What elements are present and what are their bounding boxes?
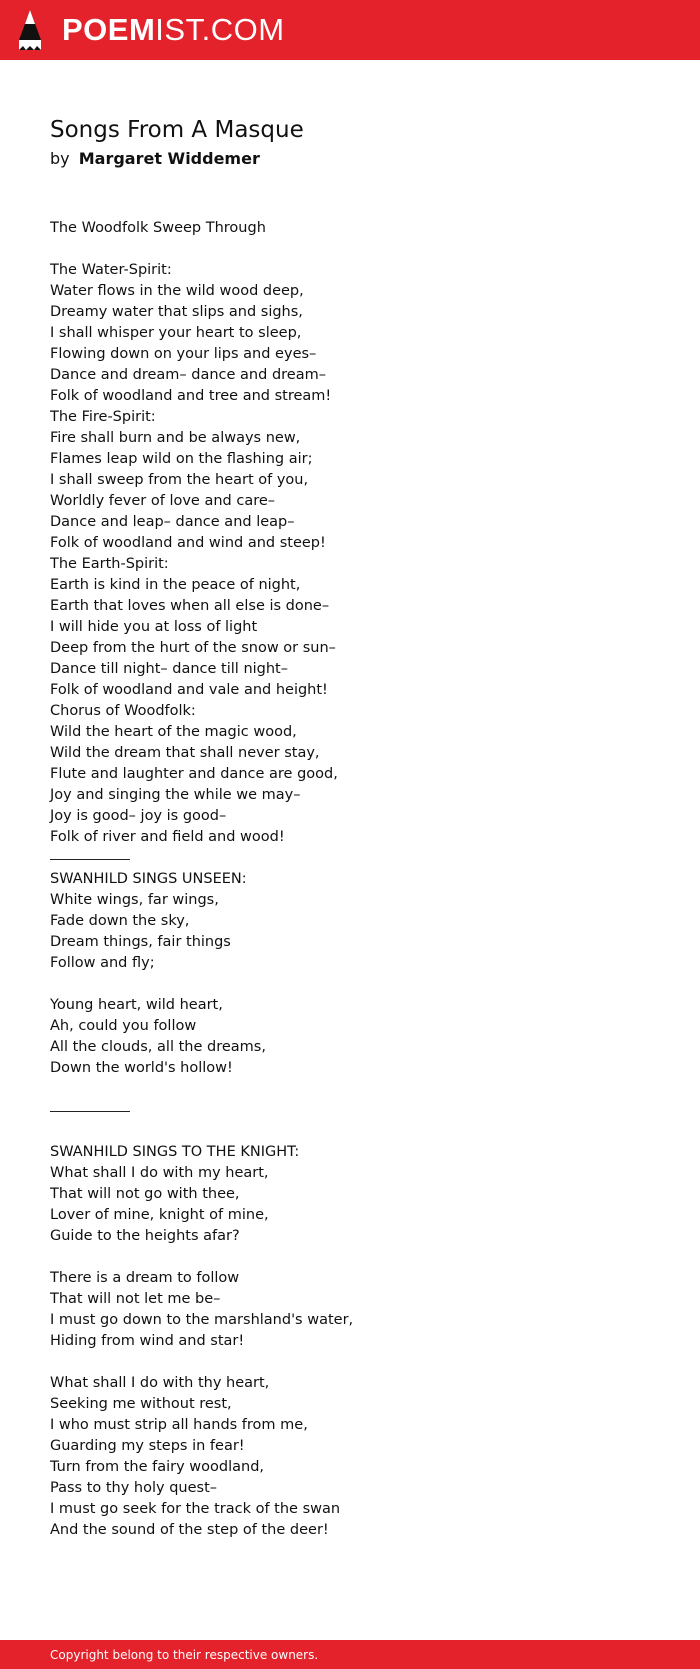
poem-line: Lover of mine, knight of mine, bbox=[50, 1207, 269, 1223]
poem-line: Water flows in the wild wood deep, bbox=[50, 283, 304, 299]
author-name[interactable]: Margaret Widdemer bbox=[78, 149, 260, 168]
poem-line: Dreamy water that slips and sighs, bbox=[50, 304, 303, 320]
poem-line: Guarding my steps in fear! bbox=[50, 1438, 245, 1454]
poem-line: I shall sweep from the heart of you, bbox=[50, 472, 309, 488]
poem-line: I must go down to the marshland's water, bbox=[50, 1312, 354, 1328]
poem-line: All the clouds, all the dreams, bbox=[50, 1039, 266, 1055]
poem-line: Chorus of Woodfolk: bbox=[50, 703, 196, 719]
stanza-break bbox=[50, 239, 650, 260]
site-header bbox=[0, 0, 700, 60]
poem-line: Earth is kind in the peace of night, bbox=[50, 577, 301, 593]
poem-line: SWANHILD SINGS UNSEEN: bbox=[50, 871, 247, 887]
poem-line: Fire shall burn and be always new, bbox=[50, 430, 301, 446]
poem-line: That will not let me be– bbox=[50, 1291, 221, 1307]
site-footer bbox=[0, 1640, 700, 1669]
poem-body bbox=[50, 218, 650, 1541]
poem-line: I shall whisper your heart to sleep, bbox=[50, 325, 302, 341]
poem-line: Folk of river and field and wood! bbox=[50, 829, 285, 845]
poem-line: Pass to thy holy quest– bbox=[50, 1480, 218, 1496]
poem-title: Songs From A Masque bbox=[50, 117, 304, 143]
poem-line: The Earth-Spirit: bbox=[50, 556, 169, 572]
poem-line: Joy is good– joy is good– bbox=[50, 808, 227, 824]
poem-line: Ah, could you follow bbox=[50, 1018, 197, 1034]
site-logo[interactable] bbox=[62, 12, 285, 48]
poem-line: Flute and laughter and dance are good, bbox=[50, 766, 338, 782]
poem-line: Wild the heart of the magic wood, bbox=[50, 724, 297, 740]
poem-line: Follow and fly; bbox=[50, 955, 155, 971]
poem-line: Joy and singing the while we may– bbox=[50, 787, 301, 803]
by-label: by bbox=[50, 149, 70, 168]
poem-line: Dance and leap– dance and leap– bbox=[50, 514, 295, 530]
poem-line: I must go seek for the track of the swan bbox=[50, 1501, 341, 1517]
poem-line: That will not go with thee, bbox=[50, 1186, 240, 1202]
poem-line: What shall I do with thy heart, bbox=[50, 1375, 270, 1391]
stanza-break bbox=[50, 974, 650, 995]
poem-line: White wings, far wings, bbox=[50, 892, 219, 908]
poem-line: The Water-Spirit: bbox=[50, 262, 172, 278]
poem-line: Folk of woodland and tree and stream! bbox=[50, 388, 332, 404]
poem-line: The Woodfolk Sweep Through bbox=[50, 220, 266, 236]
poem-line: Folk of woodland and wind and steep! bbox=[50, 535, 326, 551]
poem-line: Young heart, wild heart, bbox=[50, 997, 223, 1013]
poem-line: What shall I do with my heart, bbox=[50, 1165, 269, 1181]
logo-text-bold: POEM bbox=[62, 12, 156, 47]
poem-line: Flowing down on your lips and eyes– bbox=[50, 346, 317, 362]
poem-line: Guide to the heights afar? bbox=[50, 1228, 240, 1244]
footer-copyright: Copyright belong to their respective owners. bbox=[50, 1648, 319, 1662]
poem-line: Dance till night– dance till night– bbox=[50, 661, 288, 677]
poem-line: Deep from the hurt of the snow or sun– bbox=[50, 640, 336, 656]
poem-line: Worldly fever of love and care– bbox=[50, 493, 276, 509]
pencil-icon bbox=[18, 10, 42, 52]
poem-line: There is a dream to follow bbox=[50, 1270, 240, 1286]
byline bbox=[50, 147, 260, 171]
poem-line: Dance and dream– dance and dream– bbox=[50, 367, 326, 383]
section-divider bbox=[50, 1111, 130, 1112]
poem-line: And the sound of the step of the deer! bbox=[50, 1522, 329, 1538]
section-divider bbox=[50, 859, 130, 860]
poem-line: Wild the dream that shall never stay, bbox=[50, 745, 320, 761]
poem-line: Folk of woodland and vale and height! bbox=[50, 682, 328, 698]
poem-line: Fade down the sky, bbox=[50, 913, 190, 929]
poem-line: Hiding from wind and star! bbox=[50, 1333, 245, 1349]
poem-line: I will hide you at loss of light bbox=[50, 619, 258, 635]
poem-line: I who must strip all hands from me, bbox=[50, 1417, 308, 1433]
poem-line: SWANHILD SINGS TO THE KNIGHT: bbox=[50, 1144, 300, 1160]
poem-line: Seeking me without rest, bbox=[50, 1396, 232, 1412]
poem-line: Turn from the fairy woodland, bbox=[50, 1459, 265, 1475]
poem-line: Flames leap wild on the flashing air; bbox=[50, 451, 313, 467]
poem-line: Earth that loves when all else is done– bbox=[50, 598, 330, 614]
stanza-break bbox=[50, 1247, 650, 1268]
stanza-break bbox=[50, 1352, 650, 1373]
poem-line: The Fire-Spirit: bbox=[50, 409, 156, 425]
logo-text-light: IST.COM bbox=[155, 12, 285, 47]
poem-line: Down the world's hollow! bbox=[50, 1060, 233, 1076]
poem-line: Dream things, fair things bbox=[50, 934, 231, 950]
